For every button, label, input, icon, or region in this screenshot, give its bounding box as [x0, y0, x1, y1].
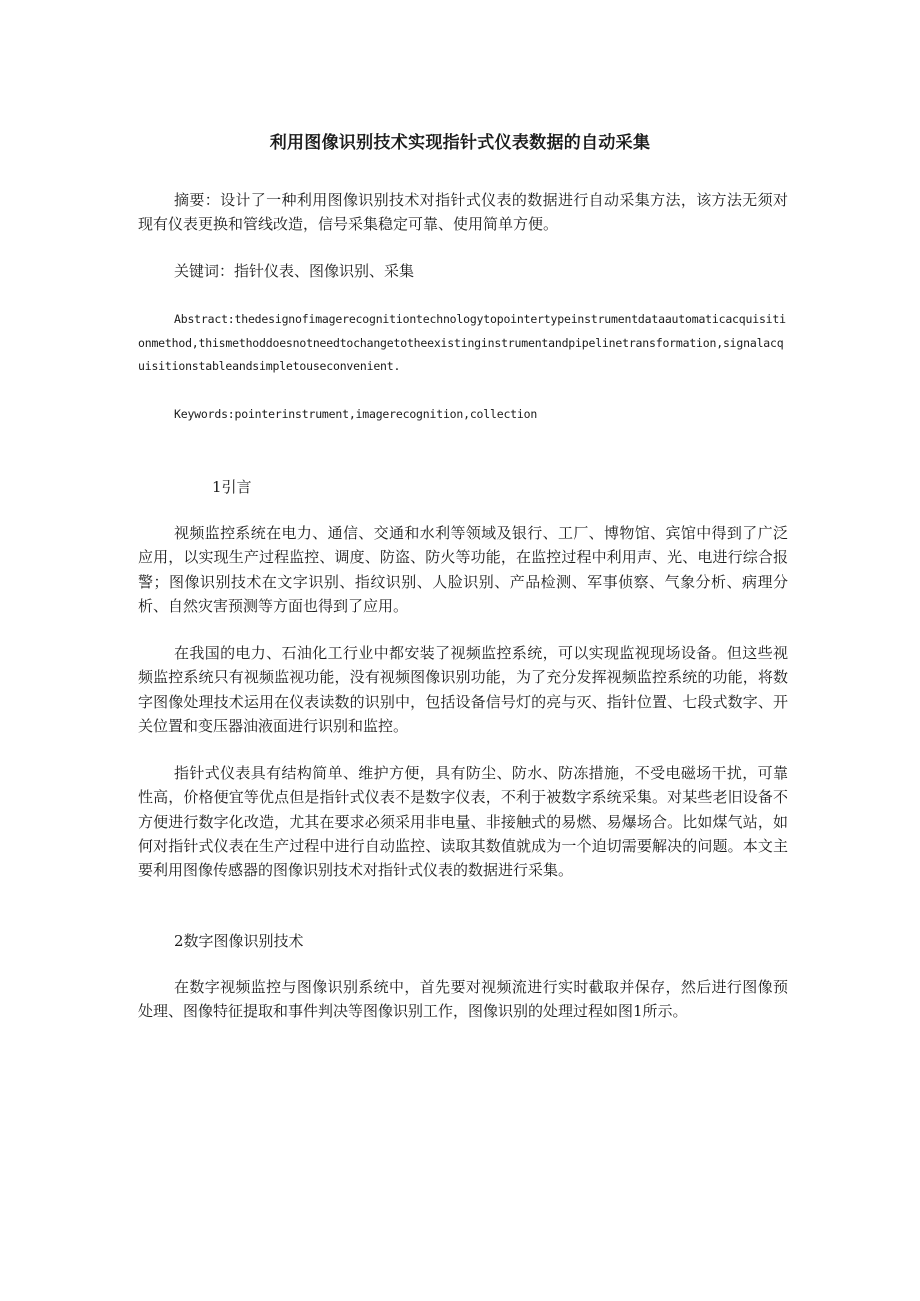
section-1-paragraph-3: 指针式仪表具有结构简单、维护方便，具有防尘、防水、防冻措施，不受电磁场干扰，可靠性高，价格便宜等优点但是指针式仪表不是数字仪表，不利于被数字系统采集。对某些老旧设备不方便进行数字化改造，尤其在要求必须采用非电量、非接触式的易燃、易爆场合。比如煤气站，如何对指针式仪表在生产过程中进行自动监控、读取其数值就成为一个迫切需要解决的问题。本文主要利用图像传感器的图像识别技术对指针式仪表的数据进行采集。 — [138, 764, 788, 880]
section-1-heading: 1引言 — [212, 478, 252, 496]
abstract-en: Abstract:thedesignofimagerecognitiontechnologytopointertypeinstrumentdataautomaticacquisitionmethod,thismethoddoesnotneedtochangetotheexistinginstrumentandpipelinetransformation,signalacquisitionstableandsimpletouseconvenient. — [138, 312, 786, 373]
keywords-en: Keywords:pointerinstrument,imagerecognition,collection — [174, 407, 538, 421]
section-1-paragraph-2: 在我国的电力、石油化工行业中都安装了视频监控系统，可以实现监视现场设备。但这些视频监控系统只有视频监视功能，没有视频图像识别功能，为了充分发挥视频监控系统的功能，将数字图像处理技术运用在仪表读数的识别中，包括设备信号灯的亮与灭、指针位置、七段式数字、开关位置和变压器油液面进行识别和监控。 — [138, 644, 788, 735]
section-2-paragraph-1: 在数字视频监控与图像识别系统中，首先要对视频流进行实时截取并保存，然后进行图像预处理、图像特征提取和事件判决等图像识别工作，图像识别的处理过程如图1所示。 — [138, 978, 788, 1021]
section-2-heading: 2数字图像识别技术 — [174, 932, 304, 950]
document-title: 利用图像识别技术实现指针式仪表数据的自动采集 — [269, 133, 651, 153]
section-1-paragraph-1: 视频监控系统在电力、通信、交通和水利等领域及银行、工厂、博物馆、宾馆中得到了广泛应用，以实现生产过程监控、调度、防盗、防火等功能，在监控过程中利用声、光、电进行综合报警；图像识别技术在文字识别、指纹识别、人脸识别、产品检测、军事侦察、气象分析、病理分析、自然灾害预测等方面也得到了应用。 — [138, 524, 788, 615]
keywords-cn: 关键词：指针仪表、图像识别、采集 — [174, 262, 415, 280]
abstract-cn: 摘要：设计了一种利用图像识别技术对指针式仪表的数据进行自动采集方法，该方法无须对现有仪表更换和管线改造，信号采集稳定可靠、使用简单方便。 — [138, 191, 788, 234]
